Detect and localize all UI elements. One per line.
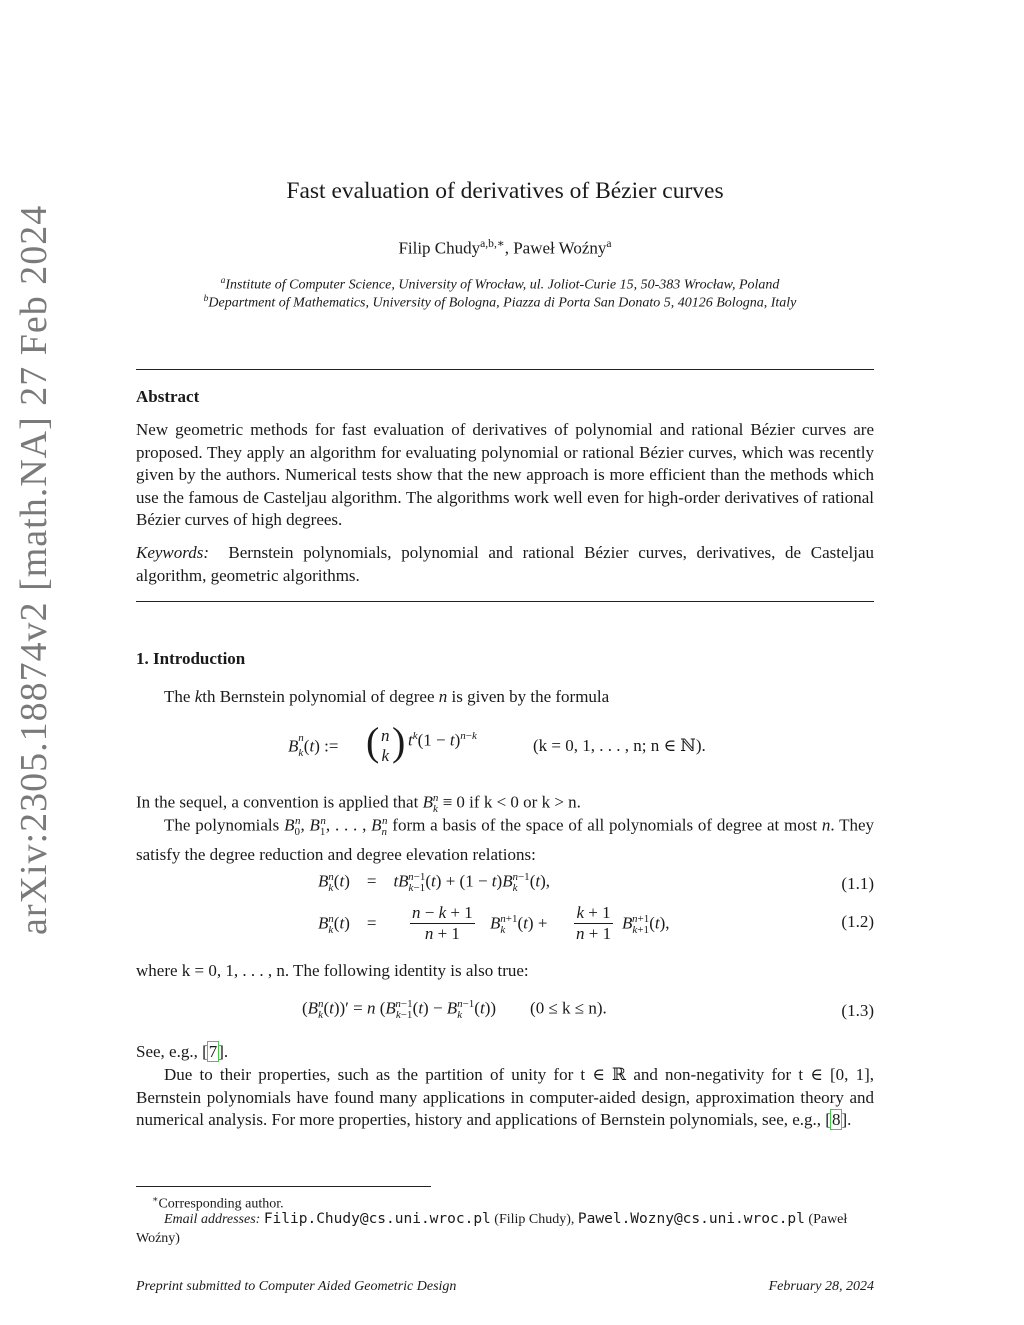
affiliation-a-text: Institute of Computer Science, University of Wrocław, ul. Joliot-Curie 15, 50-383 Wrocław, Poland <box>225 277 780 293</box>
text: ≡ 0 if k < 0 or k > n. <box>438 792 581 812</box>
equation-number-1-2: (1.2) <box>841 912 874 931</box>
arxiv-stamp: arXiv:2305.18874v2 [math.NA] 27 Feb 2024 <box>13 204 55 935</box>
text: (Filip Chudy), <box>490 1212 578 1227</box>
equation-number-1-1: (1.1) <box>841 874 874 893</box>
text: Due to their properties, such as the partition of unity for t ∈ ℝ and non-negativity for t ∈ [0, 1], Bernstein polynomials have found many applications in computer-aided design, approximation theory and numerical analysis. For more properties, history and applications of Bernstein polynomials, see, e.g., [ <box>136 1065 874 1130</box>
footer-date: February 28, 2024 <box>768 1279 874 1294</box>
see-line <box>136 1041 874 1064</box>
equation-number-1-3: (1.3) <box>841 1001 874 1020</box>
equation-bernstein-definition: $B_k^n(t)$ := ( n k ) $t^k(1 - t)^{n-k}$ (k = 0, 1, . . . , n; n ∈ ℕ). <box>288 719 706 765</box>
affiliation-b-text: Department of Mathematics, University of Bologna, Piazza di Porta San Donato 5, 40126 Bologna, Italy <box>208 295 797 311</box>
polynomials-paragraph: The polynomials $B_0^n$, $B_1^n$, . . . , $B_n^n$ form a basis of the space of all polynomials of degree at most n. They satisfy the degree reduction and degree elevation relations: <box>136 815 875 864</box>
author-separator: , <box>504 238 514 258</box>
email-link-2[interactable]: Pawel.Wozny@cs.uni.wroc.pl <box>577 1211 805 1227</box>
footnote-mark: ∗ <box>152 1195 159 1205</box>
text: form a basis of the space of all polynomials of degree at most <box>387 815 822 835</box>
equation-1-3: $(B_k^n(t))' = n$ $(B_{k-1}^{n-1}(t) - B_k^{n-1}(t))$ (0 ≤ k ≤ n). <box>302 998 607 1022</box>
affiliation-b <box>0 294 1000 312</box>
abstract-text: New geometric methods for fast evaluation of derivatives of polynomial and rational Bézier curves are proposed. They apply an algorithm for evaluating polynomial or rational Bézier curves, which was recently given by the authors. Numerical tests show that the new approach is more efficient than the methods which use the famous de Casteljau algorithm. The algorithms work well even for high-order derivatives of rational Bézier curves of high degrees. <box>136 420 874 530</box>
applications-paragraph <box>136 1064 874 1132</box>
text: The <box>164 687 195 706</box>
equation-1-3-condition: (0 ≤ k ≤ n). <box>530 998 607 1018</box>
math-k: k <box>194 687 203 706</box>
text: ]. <box>218 1042 229 1061</box>
text: The polynomials <box>164 815 285 835</box>
abstract-bottom-rule <box>136 601 874 602</box>
text: . They satisfy the degree reduction and degree elevation relations: <box>136 815 875 864</box>
text: is given by the formula <box>447 687 610 706</box>
keywords-label: Keywords: <box>136 543 210 562</box>
paper-title: Fast evaluation of derivatives of Bézier curves <box>286 178 724 204</box>
math-n: n <box>438 687 448 706</box>
affiliation-a-mark: a <box>220 276 226 286</box>
text: th Bernstein polynomial of degree <box>202 687 439 706</box>
text: In the sequel, a convention is applied that <box>136 792 423 812</box>
affiliation-b-mark: b <box>203 294 209 304</box>
text: ]. <box>841 1110 852 1130</box>
citation-link-7[interactable]: 7 <box>208 1042 218 1061</box>
author-2: Paweł Woźny <box>513 238 607 258</box>
intro-paragraph-1 <box>164 687 609 707</box>
equation-condition: (k = 0, 1, . . . , n; n ∈ ℕ). <box>533 736 706 755</box>
author-2-marks: a <box>606 237 612 250</box>
math-n: n <box>821 815 831 835</box>
footnote-rule <box>136 1186 431 1187</box>
email-link-1[interactable]: Filip.Chudy@cs.uni.wroc.pl <box>263 1211 491 1227</box>
where-line: where k = 0, 1, . . . , n. The following identity is also true: <box>136 961 529 980</box>
author-1: Filip Chudy <box>398 238 481 258</box>
text: See, e.g., [ <box>136 1042 208 1061</box>
author-1-marks: a,b,∗ <box>480 237 505 250</box>
footer-preprint-note: Preprint submitted to Computer Aided Geometric Design <box>136 1279 457 1294</box>
abstract-top-rule <box>136 369 874 370</box>
abstract-heading: Abstract <box>136 387 200 406</box>
email-label: Email addresses: <box>164 1212 261 1227</box>
equation-1-1: $B_k^n(t)$ = $tB_{k-1}^{n-1}(t) + (1 - t)B_k^{n-1}(t)$, <box>318 871 551 895</box>
affiliation-a <box>0 276 1000 294</box>
keywords-text: Bernstein polynomials, polynomial and rational Bézier curves, derivatives, de Casteljau algorithm, geometric algorithms. <box>136 543 875 585</box>
citation-link-8[interactable]: 8 <box>831 1110 841 1130</box>
sequel-paragraph: In the sequel, a convention is applied that $B_k^n \equiv 0$ if k < 0 or k > n. <box>136 792 581 816</box>
text: Corresponding author. <box>158 1196 284 1212</box>
equation-1-2: $B_k^n(t)$ = $\frac{n - k + 1}{n + 1}$ $B_k^{n+1}(t)$ + $\frac{k + 1}{n + 1}$ $B_{k+1}^{n+1}(t)$, <box>318 903 670 943</box>
section-heading-introduction: 1. Introduction <box>136 649 246 668</box>
author-line <box>0 236 1010 259</box>
footnote-emails <box>136 1210 874 1248</box>
text: (Paweł Woźny) <box>136 1212 848 1246</box>
keywords <box>136 542 874 587</box>
